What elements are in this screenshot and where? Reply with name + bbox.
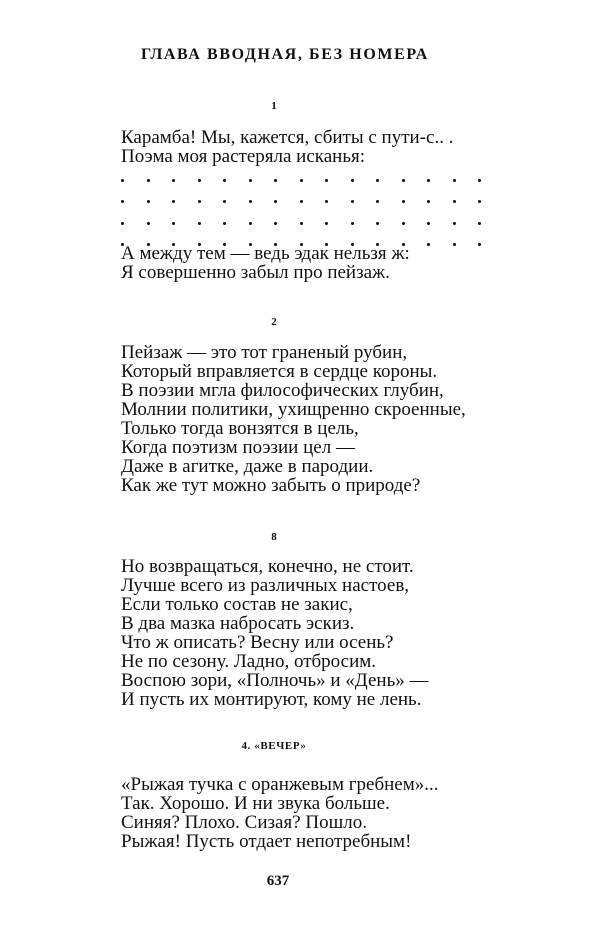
verse-line: Рыжая! Пусть отдает непотребным! — [121, 831, 412, 852]
verse-line: И пусть их монтируют, кому не лень. — [121, 689, 422, 710]
dot-row — [121, 170, 481, 191]
section-number-3: 8 — [271, 531, 277, 543]
verse-line: Который вправляется в сердце короны. — [121, 361, 438, 382]
verse-line: Если только состав не закис, — [121, 594, 353, 615]
verse-line: Но возвращаться, конечно, не стоит. — [121, 556, 414, 577]
verse-line: Я совершенно забыл про пейзаж. — [121, 262, 390, 283]
verse-line: Лучше всего из различных настоев, — [121, 575, 410, 596]
verse-line: Только тогда вонзятся в цель, — [121, 418, 359, 439]
verse-line: Воспою зори, «Полночь» и «День» — — [121, 670, 429, 691]
stanza-4 — [121, 775, 439, 851]
verse-line: Поэма моя растеряла исканья: — [121, 146, 366, 167]
stanza-3 — [121, 557, 428, 709]
verse-line: Что ж описать? Весну или осень? — [121, 632, 394, 653]
verse-line: Так. Хорошо. И ни звука больше. — [121, 793, 390, 814]
verse-line: Синяя? Плохо. Сизая? Пошло. — [121, 812, 367, 833]
section-number-2: 2 — [271, 316, 277, 328]
dot-row — [121, 191, 481, 212]
verse-line: Не по сезону. Ладно, отбросим. — [121, 651, 377, 672]
stanza-1-part-a — [121, 128, 453, 166]
verse-line: Даже в агитке, даже в пародии. — [121, 456, 374, 477]
verse-line: Как же тут можно забыть о природе? — [121, 475, 421, 496]
verse-line: Молнии политики, ухищренно скроенные, — [121, 399, 466, 420]
verse-line: Карамба! Мы, кажется, сбиты с пути-с.. . — [121, 127, 454, 148]
page-number: 637 — [266, 873, 290, 889]
verse-line: В поэзии мгла философических глубин, — [121, 380, 444, 401]
verse-line: Пейзаж — это тот граненый рубин, — [121, 342, 408, 363]
stanza-1-part-b — [121, 244, 410, 282]
section-number-1: 1 — [271, 100, 277, 112]
chapter-title: ГЛАВА ВВОДНАЯ, БЕЗ НОМЕРА — [141, 46, 429, 63]
dot-row — [121, 213, 481, 234]
verse-line: Когда поэтизм поэзии цел — — [121, 437, 355, 458]
verse-line: А между тем — ведь эдак нельзя ж: — [121, 243, 410, 264]
section-subtitle-evening: 4. «ВЕЧЕР» — [241, 740, 307, 752]
stanza-2 — [121, 343, 466, 495]
verse-line: В два мазка набросать эскиз. — [121, 613, 355, 634]
verse-line: «Рыжая тучка с оранжевым гребнем»... — [121, 774, 439, 795]
